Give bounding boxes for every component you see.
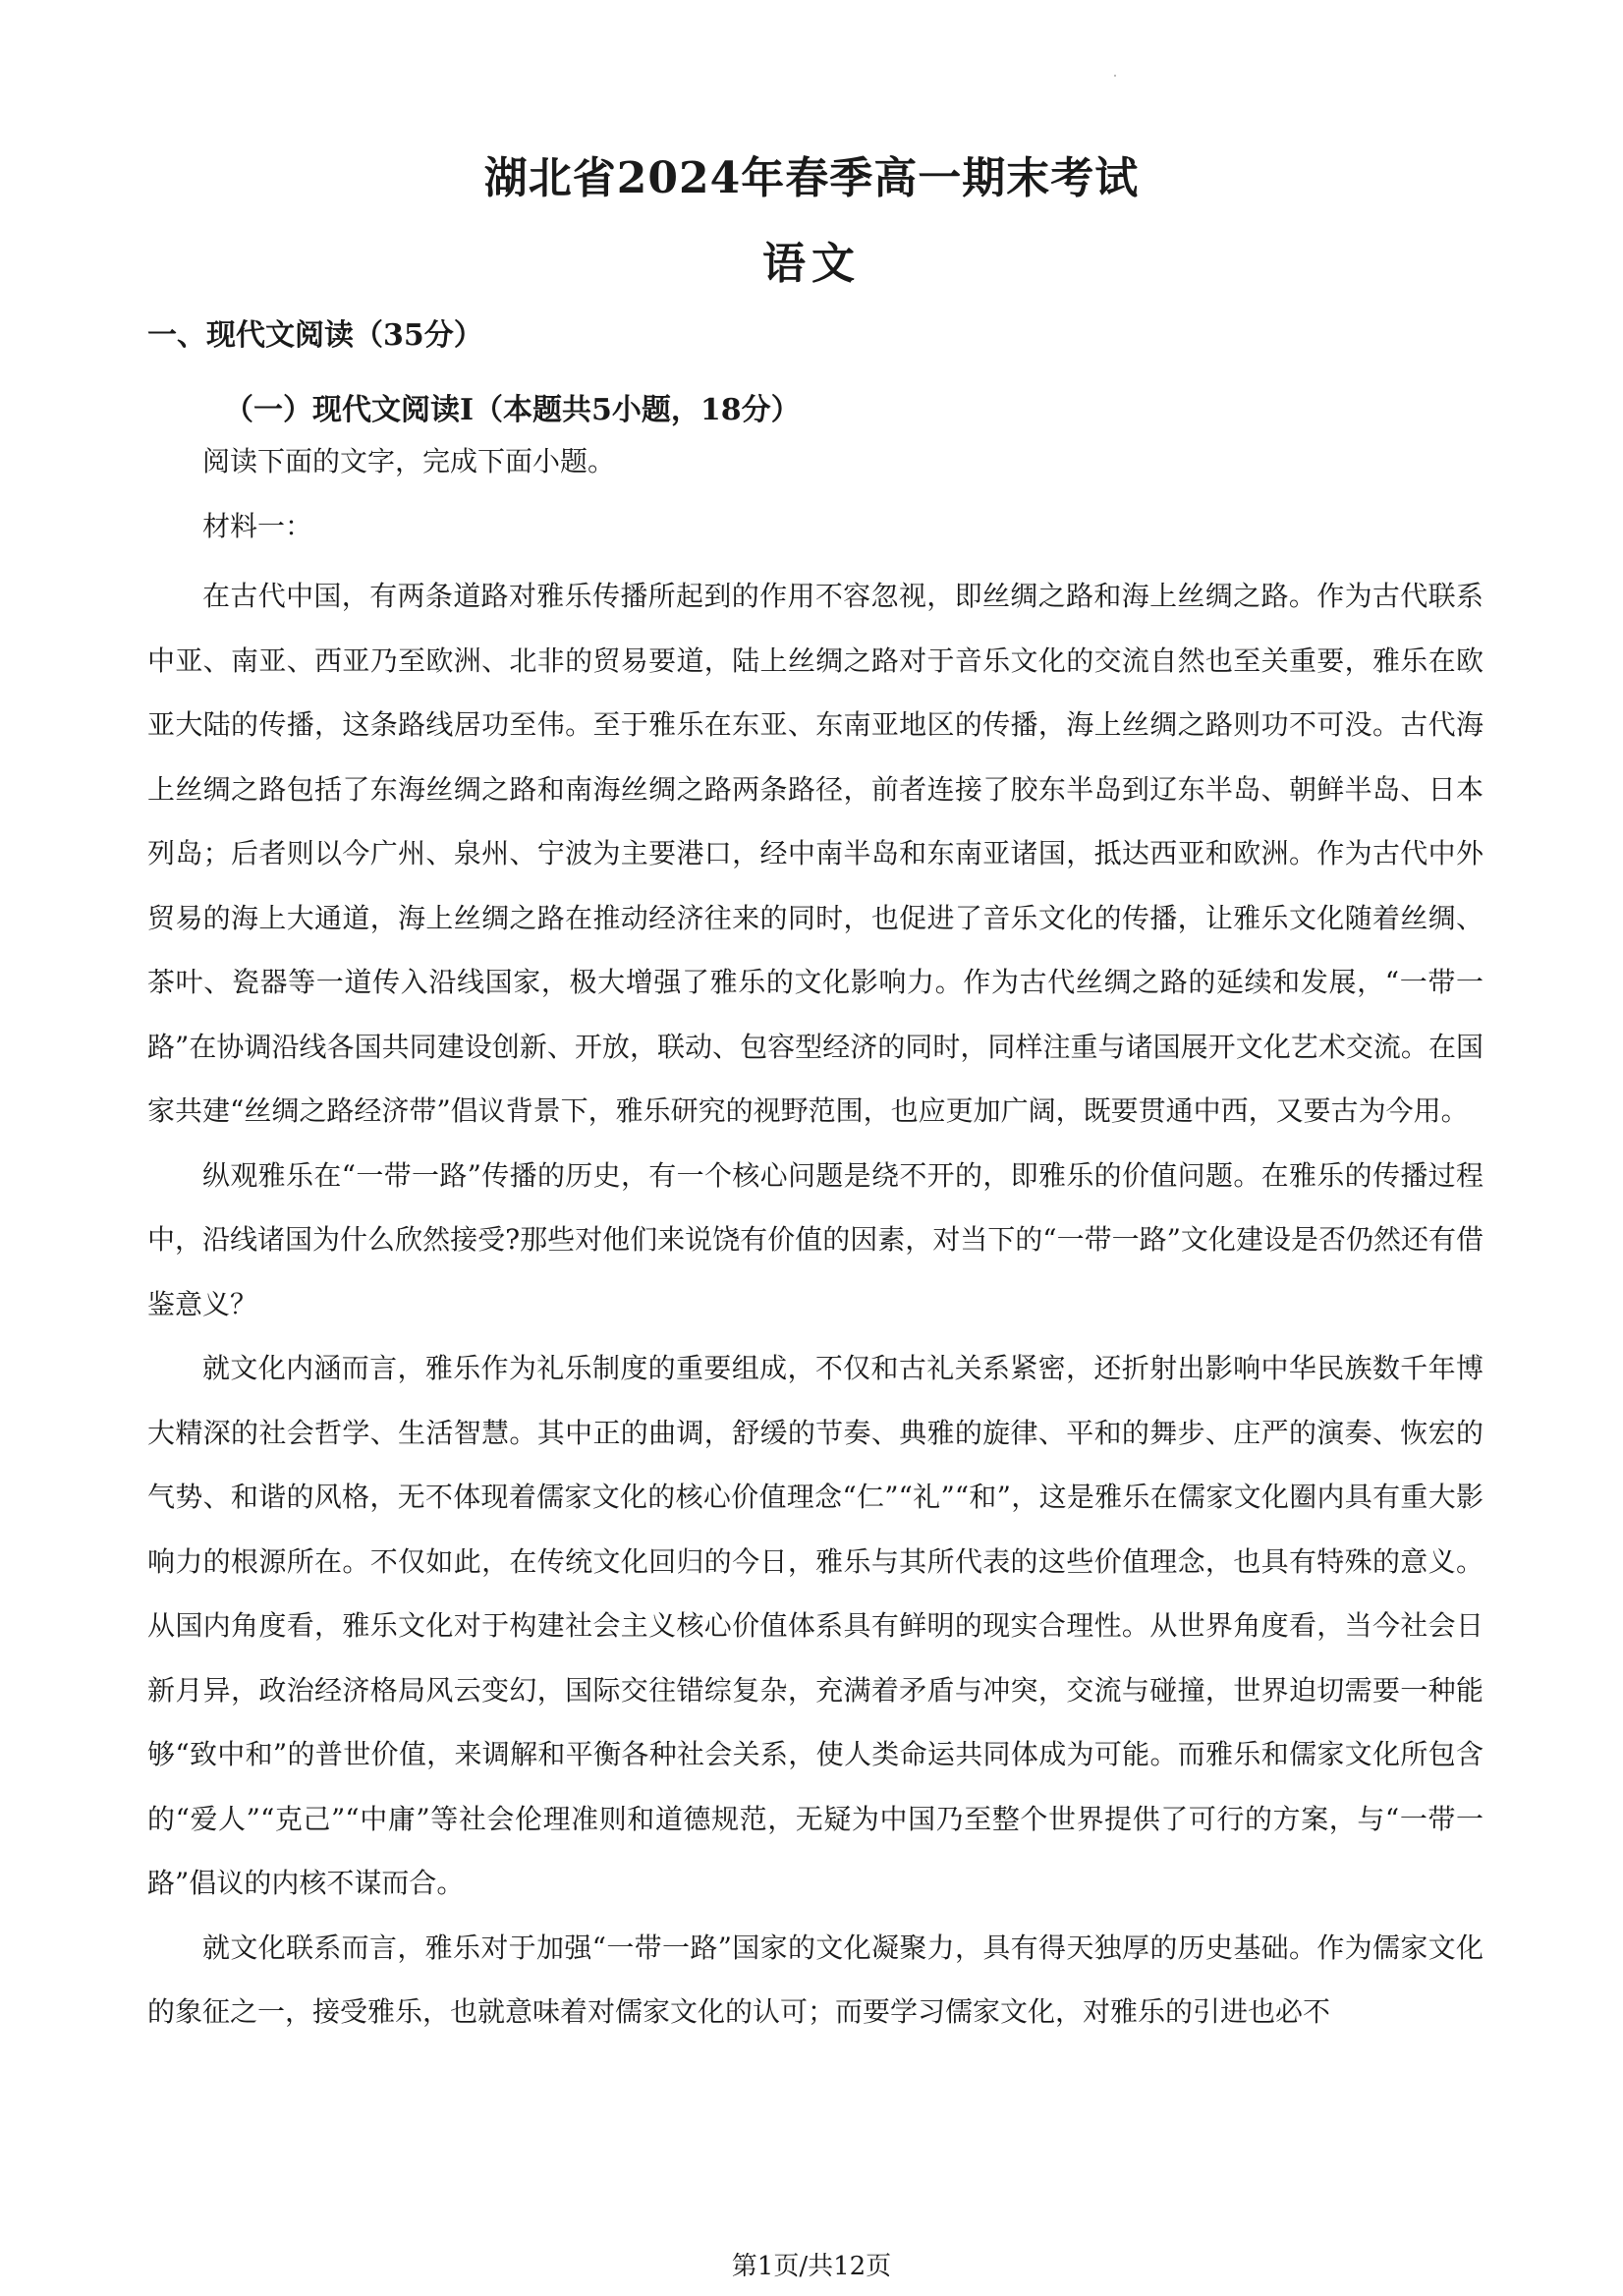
scan-dot bbox=[1114, 75, 1116, 77]
passage-paragraph-3: 就文化内涵而言，雅乐作为礼乐制度的重要组成，不仅和古礼关系紧密，还折射出影响中华民族数千年博大精深的社会哲学、生活智慧。其中正的曲调，舒缓的节奏、典雅的旋律、平和的舞步、庄严的演奏、恢宏的气势、和谐的风格，无不体现着儒家文化的核心价值理念“仁”“礼”“和”，这是雅乐在儒家文化圈内具有重大影响力的根源所在。不仅如此，在传统文化回归的今日，雅乐与其所代表的这些价值理念，也具有特殊的意义。从国内角度看，雅乐文化对于构建社会主义核心价值体系具有鲜明的现实合理性。从世界角度看，当今社会日新月异，政治经济格局风云变幻，国际交往错综复杂，充满着矛盾与冲突，交流与碰撞，世界迫切需要一种能够“致中和”的普世价值，来调解和平衡各种社会关系，使人类命运共同体成为可能。而雅乐和儒家文化所包含的“爱人”“克己”“中庸”等社会伦理准则和道德规范，无疑为中国乃至整个世界提供了可行的方案，与“一带一路”倡议的内核不谋而合。 bbox=[147, 1352, 1483, 1899]
material-label: 材料一： bbox=[202, 510, 313, 542]
page-indicator: 第1页/共12页 bbox=[731, 2252, 892, 2281]
passage-paragraph-2: 纵观雅乐在“一带一路”传播的历史，有一个核心问题是绕不开的，即雅乐的价值问题。在雅乐的传播过程中，沿线诸国为什么欣然接受?那些对他们来说饶有价值的因素，对当下的“一带一路”文化建设是否仍然还有借鉴意义？ bbox=[147, 1158, 1483, 1320]
exam-title: 湖北省2024年春季高一期末考试 bbox=[483, 153, 1140, 203]
reading-instruction: 阅读下面的文字，完成下面小题。 bbox=[202, 445, 616, 477]
subject-title: 语文 bbox=[762, 239, 861, 289]
section-heading: 一、现代文阅读（35分） bbox=[147, 318, 483, 353]
passage-body bbox=[147, 564, 1483, 2044]
sub-section-heading: （一）现代文阅读Ⅰ（本题共5小题，18分） bbox=[224, 393, 801, 427]
passage-paragraph-1: 在古代中国，有两条道路对雅乐传播所起到的作用不容忽视，即丝绸之路和海上丝绸之路。作为古代联系中亚、南亚、西亚乃至欧洲、北非的贸易要道，陆上丝绸之路对于音乐文化的交流自然也至关重要，雅乐在欧亚大陆的传播，这条路线居功至伟。至于雅乐在东亚、东南亚地区的传播，海上丝绸之路则功不可没。古代海上丝绸之路包括了东海丝绸之路和南海丝绸之路两条路径，前者连接了胶东半岛到辽东半岛、朝鲜半岛、日本列岛；后者则以今广州、泉州、宁波为主要港口，经中南半岛和东南亚诸国，抵达西亚和欧洲。作为古代中外贸易的海上大通道，海上丝绸之路在推动经济往来的同时，也促进了音乐文化的传播，让雅乐文化随着丝绸、茶叶、瓷器等一道传入沿线国家，极大增强了雅乐的文化影响力。作为古代丝绸之路的延续和发展，“一带一路”在协调沿线各国共同建设创新、开放，联动、包容型经济的同时，同样注重与诸国展开文化艺术交流。在国家共建“丝绸之路经济带”倡议背景下，雅乐研究的视野范围，也应更加广阔，既要贯通中西，又要古为今用。 bbox=[147, 580, 1483, 1127]
passage-paragraph-4: 就文化联系而言，雅乐对于加强“一带一路”国家的文化凝聚力，具有得天独厚的历史基础。作为儒家文化的象征之一，接受雅乐，也就意味着对儒家文化的认可；而要学习儒家文化，对雅乐的引进也必不 bbox=[147, 1931, 1483, 2028]
